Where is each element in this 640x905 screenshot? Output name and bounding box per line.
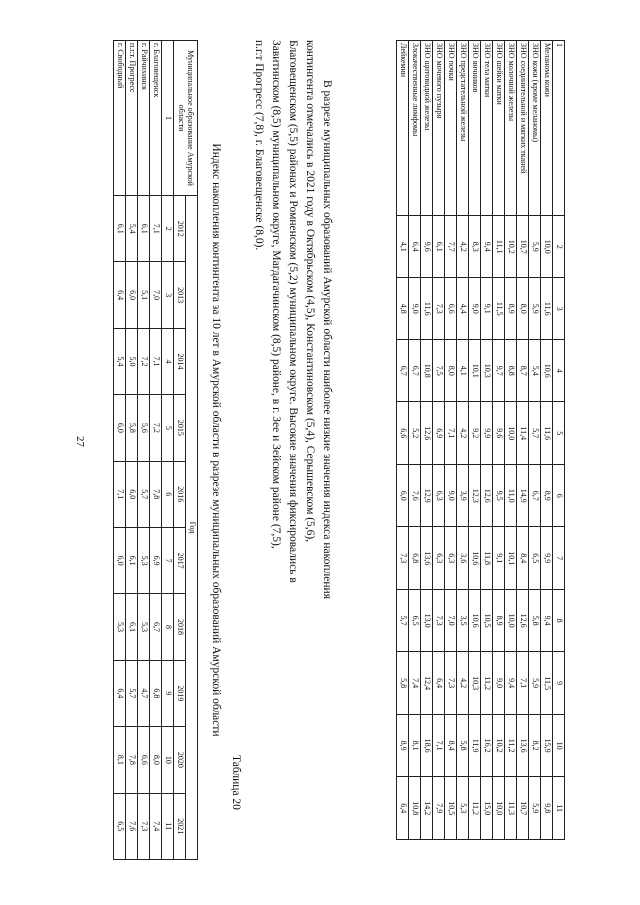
table-cell: 5,7: [138, 461, 150, 527]
row-label: Злокачественные лимфомы: [409, 41, 421, 216]
table-cell: 4,2: [457, 216, 469, 278]
table-cell: 5,7: [397, 589, 409, 651]
table-cell: 5,8: [397, 652, 409, 714]
row-label: ЗНО предстательной железы: [457, 41, 469, 216]
table-cell: 7,4: [409, 652, 421, 714]
table-row: [541, 41, 553, 840]
table-row: [505, 41, 517, 840]
table-cell: 11,6: [421, 278, 433, 340]
column-header-municipality: Муниципальное образование Амурской области: [174, 41, 198, 196]
column-number-cell: 10: [162, 727, 174, 793]
table-cell: 6,7: [529, 464, 541, 526]
table-cell: 10,3: [469, 652, 481, 714]
table-cell: 6,1: [138, 196, 150, 262]
table-cell: 5,7: [529, 402, 541, 464]
table-cell: 5,8: [529, 589, 541, 651]
column-number-cell: 9: [162, 660, 174, 726]
table-cell: 7,2: [138, 328, 150, 394]
table-cell: 4,2: [457, 652, 469, 714]
table-cell: 13,0: [421, 589, 433, 651]
table-cell: 8,1: [409, 714, 421, 776]
table-row: [493, 41, 505, 840]
table-cell: 6,7: [409, 340, 421, 402]
table-cell: 14,9: [517, 464, 529, 526]
header-cell: 5: [553, 402, 565, 464]
table-cell: 6,8: [150, 660, 162, 726]
year-header-cell: 2015: [174, 395, 186, 461]
table-cell: 8,4: [445, 714, 457, 776]
table-cell: 3,6: [457, 527, 469, 589]
table-cell: 6,0: [397, 464, 409, 526]
table-cell: 9,4: [505, 652, 517, 714]
header-cell: 11: [553, 777, 565, 840]
table-cell: 6,9: [433, 402, 445, 464]
header-cell: 3: [553, 278, 565, 340]
table-row: [421, 41, 433, 840]
column-number-cell: 2: [162, 196, 174, 262]
year-header-cell: 2016: [174, 461, 186, 527]
table-cell: 13,6: [421, 527, 433, 589]
table-header-row: [553, 41, 565, 840]
table-cell: 10,1: [505, 527, 517, 589]
table-cell: 6,9: [150, 527, 162, 593]
column-number-cell: 7: [162, 527, 174, 593]
table-cell: 6,1: [126, 527, 138, 593]
table-cell: 10,7: [517, 777, 529, 840]
paragraph-line: В разрезе муниципальных образований Амурской области наиболее низкие значения индекса накопления: [321, 80, 333, 599]
table-cell: 5,9: [529, 216, 541, 278]
column-number-cell: 4: [162, 328, 174, 394]
table-cell: 11,0: [505, 464, 517, 526]
table-header-row: [186, 41, 198, 860]
table-cell: 10,2: [505, 216, 517, 278]
header-cell: 2: [553, 216, 565, 278]
table-cell: 8,0: [445, 340, 457, 402]
table-cell: 10,5: [445, 777, 457, 840]
body-paragraph: [250, 40, 335, 840]
table-cell: 5,0: [126, 328, 138, 394]
row-label: ЗНО щитовидной железы: [421, 41, 433, 216]
table-cell: 11,8: [481, 527, 493, 589]
table-cell: 8,2: [529, 714, 541, 776]
table-cell: 7,6: [409, 464, 421, 526]
header-cell: 9: [553, 652, 565, 714]
row-label: г. Свободный: [114, 41, 126, 196]
row-label: п.г.т. Прогресс: [126, 41, 138, 196]
table-cell: 9,1: [493, 527, 505, 589]
table-cell: 6,7: [150, 594, 162, 660]
table-cell: 8,7: [517, 340, 529, 402]
table-label: Таблица 20: [230, 755, 242, 810]
year-header-cell: 2019: [174, 660, 186, 726]
table-cell: 7,8: [126, 727, 138, 793]
table-cell: 10,5: [481, 589, 493, 651]
cancer-incidence-table: [396, 40, 565, 840]
table-cell: 6,8: [409, 527, 421, 589]
table-row: [397, 41, 409, 840]
table-row: [457, 41, 469, 840]
table-cell: 8,0: [150, 727, 162, 793]
table-cell: 11,6: [541, 278, 553, 340]
column-header-year: Год: [186, 196, 198, 860]
table-cell: 5,3: [457, 777, 469, 840]
table-cell: 13,6: [517, 714, 529, 776]
table-cell: 15,9: [541, 714, 553, 776]
column-number-cell: 11: [162, 793, 174, 859]
header-cell: 6: [553, 464, 565, 526]
table-cell: 9,9: [541, 527, 553, 589]
table-cell: 11,5: [493, 278, 505, 340]
table-cell: 5,9: [529, 652, 541, 714]
table-cell: 5,4: [126, 196, 138, 262]
table-cell: 5,2: [409, 402, 421, 464]
table-cell: 5,9: [529, 777, 541, 840]
table-row: [126, 41, 138, 860]
row-label: ЗНО шейки матки: [493, 41, 505, 216]
table-cell: 5,4: [529, 340, 541, 402]
row-label: ЗНО молочной железы: [505, 41, 517, 216]
table-row: [517, 41, 529, 840]
table-cell: 8,0: [517, 278, 529, 340]
table-cell: 18,6: [421, 714, 433, 776]
table-cell: 9,5: [493, 464, 505, 526]
table-cell: 11,4: [517, 402, 529, 464]
table-cell: 7,1: [114, 461, 126, 527]
header-cell: 8: [553, 589, 565, 651]
table-cell: 4,1: [457, 340, 469, 402]
table-cell: 7,7: [445, 216, 457, 278]
year-header-cell: 2014: [174, 328, 186, 394]
paragraph-line: Благовещенском (5,5) районах и Ромненском (5,2) муниципальном округе. Высокие значения фиксировались в: [287, 40, 299, 583]
table-cell: 9,6: [421, 216, 433, 278]
table-cell: 12,9: [421, 464, 433, 526]
table-cell: 5,3: [138, 527, 150, 593]
table-cell: 10,3: [481, 340, 493, 402]
header-cell: 4: [553, 340, 565, 402]
table-cell: 7,3: [445, 652, 457, 714]
table-cell: 7,8: [150, 461, 162, 527]
header-cell: 7: [553, 527, 565, 589]
table-cell: 7,6: [126, 793, 138, 859]
table-cell: 6,7: [397, 340, 409, 402]
table-cell: 7,3: [433, 589, 445, 651]
table-cell: 5,3: [114, 594, 126, 660]
table-cell: 6,4: [114, 660, 126, 726]
table-cell: 9,4: [541, 589, 553, 651]
table-cell: 7,9: [433, 777, 445, 840]
table-cell: 9,9: [481, 402, 493, 464]
table-cell: 12,6: [421, 402, 433, 464]
table-cell: 11,2: [505, 714, 517, 776]
paragraph-line: п.г.т Прогресс (7,8), г. Благовещенске (8,0).: [253, 40, 265, 251]
table-cell: 7,4: [150, 793, 162, 859]
table-cell: 12,6: [481, 464, 493, 526]
table-cell: 8,8: [505, 340, 517, 402]
table-cell: 8,9: [397, 714, 409, 776]
table-cell: 7,1: [150, 196, 162, 262]
table-cell: 8,4: [517, 527, 529, 589]
table-cell: 10,8: [409, 777, 421, 840]
table-cell: 5,8: [457, 714, 469, 776]
table-cell: 7,2: [150, 395, 162, 461]
table-cell: 8,3: [469, 216, 481, 278]
table-cell: 7,1: [433, 714, 445, 776]
rotated-page-content: [50, 20, 580, 880]
table-cell: 6,0: [126, 262, 138, 328]
table-cell: 6,0: [114, 527, 126, 593]
table-cell: 9,6: [493, 402, 505, 464]
table-cell: 5,3: [138, 594, 150, 660]
table-cell: 3,9: [457, 464, 469, 526]
table-cell: 14,2: [421, 777, 433, 840]
table-cell: 6,1: [433, 216, 445, 278]
table-cell: 10,1: [469, 340, 481, 402]
table-cell: 7,3: [138, 793, 150, 859]
table-cell: 10,8: [421, 340, 433, 402]
table-cell: 7,1: [445, 402, 457, 464]
table-cell: 12,3: [469, 464, 481, 526]
table-cell: 4,7: [138, 660, 150, 726]
table-cell: 4,1: [397, 216, 409, 278]
table-cell: 4,8: [397, 278, 409, 340]
table-cell: 15,0: [481, 777, 493, 840]
row-label: Меланома кожи: [541, 41, 553, 216]
table-cell: 11,3: [505, 777, 517, 840]
row-label: ЗНО почки: [445, 41, 457, 216]
table-row: [469, 41, 481, 840]
table-cell: 9,0: [493, 652, 505, 714]
table-row: [433, 41, 445, 840]
row-label: ЗНО соединительной и мягких тканей: [517, 41, 529, 216]
row-label: г. Благовещенск: [150, 41, 162, 196]
table-cell: 10,0: [505, 402, 517, 464]
table-row: [409, 41, 421, 840]
table-row: [114, 41, 126, 860]
page-number: 27: [74, 436, 86, 447]
table-cell: 5,6: [138, 395, 150, 461]
year-header-cell: 2017: [174, 527, 186, 593]
table-cell: 12,4: [421, 652, 433, 714]
column-number-cell: 8: [162, 594, 174, 660]
column-number-cell: 3: [162, 262, 174, 328]
table-cell: 10,6: [541, 340, 553, 402]
table-cell: 4,4: [457, 278, 469, 340]
year-header-cell: 2021: [174, 793, 186, 859]
table-row: [150, 41, 162, 860]
paragraph-line: Завитинском (8,5) муниципальном округе, Магдагачинском (8,5) районе, в г. Зее и Зейском районе (7,5),: [270, 40, 282, 549]
table-cell: 11,6: [541, 402, 553, 464]
table-cell: 7,0: [150, 262, 162, 328]
year-header-cell: 2018: [174, 594, 186, 660]
table-cell: 6,6: [138, 727, 150, 793]
table-cell: 8,9: [541, 464, 553, 526]
table-cell: 6,0: [126, 461, 138, 527]
table-cell: 6,4: [114, 262, 126, 328]
table-cell: 16,2: [481, 714, 493, 776]
table-cell: 6,5: [409, 589, 421, 651]
table-cell: 11,5: [541, 652, 553, 714]
row-label: ЗНО мочевого пузыря: [433, 41, 445, 216]
table-cell: 9,0: [469, 278, 481, 340]
table-cell: 5,8: [126, 395, 138, 461]
table-cell: 10,6: [469, 589, 481, 651]
table-cell: 10,7: [517, 216, 529, 278]
table-cell: 10,0: [493, 777, 505, 840]
paragraph-line: контингента отмечались в 2021 году в Октябрьском (4,5), Константиновском (5,4), Серышевском (5,6),: [304, 40, 316, 543]
table-cell: 6,4: [409, 216, 421, 278]
row-label: г. Райчихинск: [138, 41, 150, 196]
column-number-cell: 1: [162, 41, 174, 196]
table-cell: 7,3: [433, 278, 445, 340]
table-cell: 5,4: [114, 328, 126, 394]
table-cell: 9,2: [469, 402, 481, 464]
year-header-cell: 2020: [174, 727, 186, 793]
table-cell: 7,3: [397, 527, 409, 589]
table-cell: 9,8: [541, 777, 553, 840]
table-cell: 10,0: [505, 589, 517, 651]
table-numbers-row: [162, 41, 174, 860]
table-row: [481, 41, 493, 840]
table-cell: 11,1: [493, 216, 505, 278]
table-cell: 11,9: [469, 714, 481, 776]
header-cell: 10: [553, 714, 565, 776]
table-cell: 6,3: [433, 464, 445, 526]
table-cell: 7,1: [517, 652, 529, 714]
table-cell: 12,6: [517, 589, 529, 651]
header-cell: 1: [553, 41, 565, 216]
table-cell: 6,5: [114, 793, 126, 859]
table-cell: 6,3: [445, 527, 457, 589]
table-cell: 4,2: [457, 402, 469, 464]
table-cell: 11,2: [481, 652, 493, 714]
table-cell: 6,1: [126, 594, 138, 660]
row-label: ЗНО кожи (кроме меланомы): [529, 41, 541, 216]
column-number-cell: 6: [162, 461, 174, 527]
table-cell: 10,6: [469, 527, 481, 589]
table-cell: 8,9: [493, 589, 505, 651]
table-cell: 6,5: [529, 527, 541, 589]
table-cell: 5,7: [126, 660, 138, 726]
table-row: [529, 41, 541, 840]
table-cell: 6,3: [433, 527, 445, 589]
table-cell: 7,0: [445, 589, 457, 651]
table-cell: 11,2: [469, 777, 481, 840]
table-cell: 6,0: [114, 395, 126, 461]
table-cell: 6,4: [397, 777, 409, 840]
table-cell: 6,6: [445, 278, 457, 340]
table-cell: 9,4: [481, 216, 493, 278]
year-header-cell: 2013: [174, 262, 186, 328]
table-caption: Индекс накопления контингента за 10 лет в Амурской области в разрезе муниципальных образований Амурской области: [210, 143, 222, 737]
row-label: Лейкемии: [397, 41, 409, 216]
year-header-cell: 2012: [174, 196, 186, 262]
row-label: ЗНО тела матки: [481, 41, 493, 216]
row-label: ЗНО яичников: [469, 41, 481, 216]
table-cell: 10,2: [493, 714, 505, 776]
table-cell: 7,1: [150, 328, 162, 394]
accumulation-index-table: [113, 40, 198, 860]
table-cell: 9,7: [493, 340, 505, 402]
table-row: [138, 41, 150, 860]
table-cell: 5,9: [529, 278, 541, 340]
table-cell: 9,1: [481, 278, 493, 340]
table-cell: 8,9: [505, 278, 517, 340]
column-number-cell: 5: [162, 395, 174, 461]
table-cell: 7,5: [433, 340, 445, 402]
table-row: [445, 41, 457, 840]
table-cell: 10,0: [541, 216, 553, 278]
table-cell: 9,0: [409, 278, 421, 340]
table-cell: 5,1: [138, 262, 150, 328]
table-cell: 9,0: [445, 464, 457, 526]
table-cell: 3,5: [457, 589, 469, 651]
table-cell: 6,4: [433, 652, 445, 714]
table-cell: 8,1: [114, 727, 126, 793]
table-cell: 6,1: [114, 196, 126, 262]
table-cell: 6,6: [397, 402, 409, 464]
